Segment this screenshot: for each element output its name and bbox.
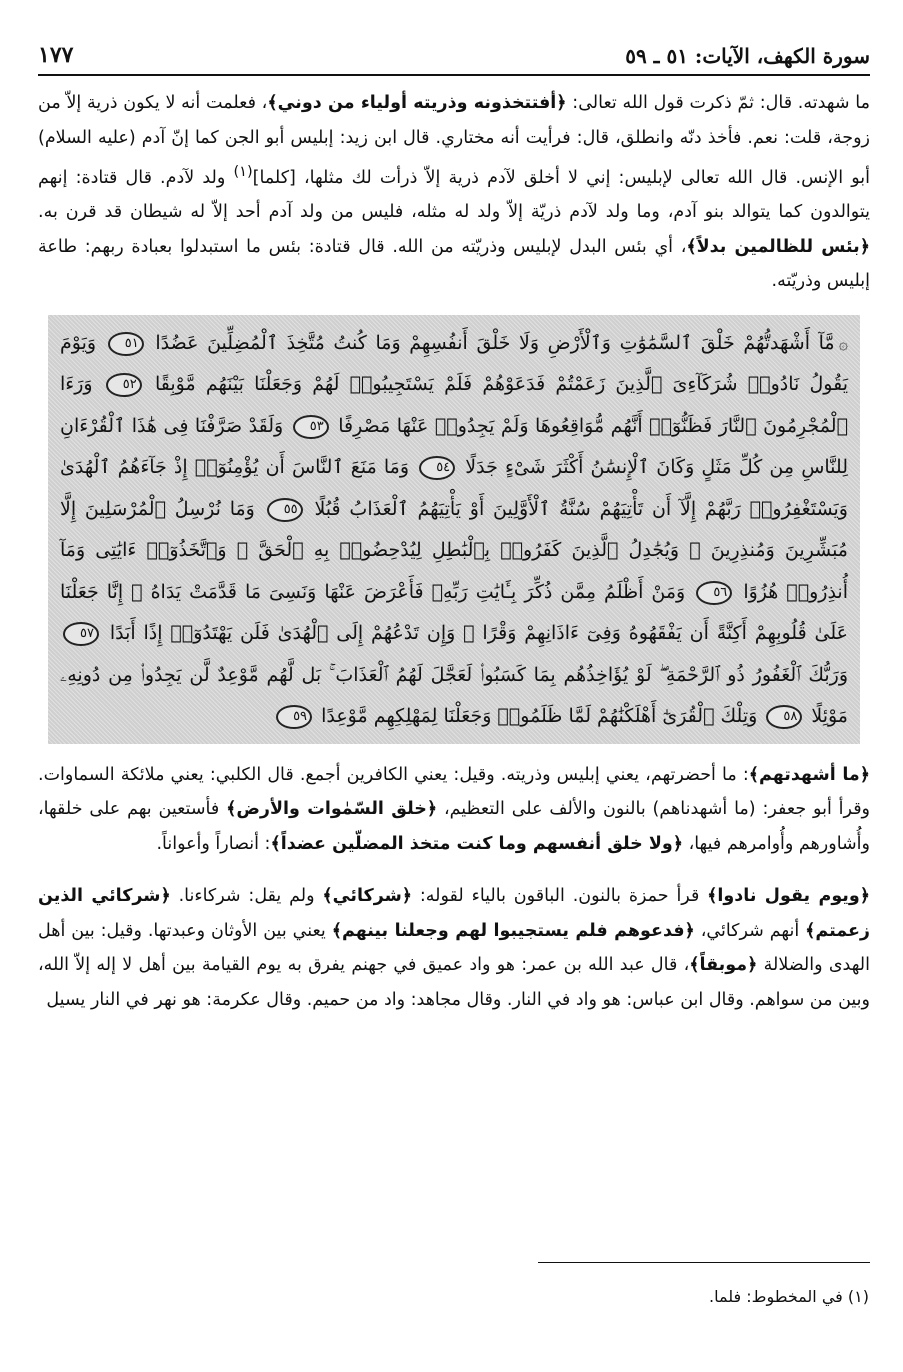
page-number: ١٧٧ (38, 42, 74, 68)
verse-text: وَلَقَدْ صَرَّفْنَا فِى هَٰذَا ٱلْقُرْءَانِ لِلنَّاسِ مِن كُلِّ مَثَلٍ وَكَانَ ٱلْإِنسَٰنُ أَكْثَرَ شَىْءٍ جَدَلًا (60, 414, 848, 479)
verse-text: وَمَا مَنَعَ ٱلنَّاسَ أَن يُؤْمِنُوٓا۟ إِذْ جَآءَهُمُ ٱلْهُدَىٰ وَيَسْتَغْفِرُوا۟ رَبَّهُمْ إِلَّآ أَن تَأْتِيَهُمْ سُنَّةُ ٱلْأَوَّلِينَ أَوْ يَأْتِيَهُمُ ٱلْعَذَابُ قُبُلًا (60, 456, 848, 520)
ayah-number: ٥٢ (106, 373, 142, 397)
quran-verses-box (48, 315, 860, 744)
text-run: ولد لآدم. قال قتادة: إنهم يتوالدون كما يتوالد بنو آدم، وما ولد لآدم ذريّة إلاّ ولد له مثله، فليس من ولد آدم أحد إلاّ له شيطان قد قرن به. (38, 167, 870, 223)
ayah-number: ٥١ (108, 332, 144, 356)
paragraph (38, 86, 870, 299)
footnote-divider (538, 1262, 870, 1263)
quoted-verse: ﴿ويوم يقول نادوا﴾ (707, 886, 870, 907)
footnote-text: في المخطوط: فلما. (709, 1287, 843, 1306)
verse-text: وَرَءَا ٱلْمُجْرِمُونَ ٱلنَّارَ فَظَنُّوٓا۟ أَنَّهُم مُّوَاقِعُوهَا وَلَمْ يَجِدُوا۟ عَنْهَا مَصْرِفًا (60, 373, 848, 437)
quoted-verse: ﴿ولا خلق أنفسهم وما كنت متخذ المضلّين عضداً﴾ (270, 833, 683, 854)
ayah-number: ٥٩ (276, 705, 312, 729)
quoted-verse: ﴿ما أشهدتهم﴾ (748, 764, 870, 785)
surah-title: سورة الكهف، الآيات: ٥١ ـ ٥٩ (625, 44, 870, 68)
text-run: قرأ حمزة بالنون. الباقون بالياء لقوله: (412, 886, 708, 907)
text-run: فأستعين بهم على خلقها، وأُشاورهم وأُوامرهم فيها، (38, 799, 870, 854)
text-run: : أنصاراً وأعواناً. (156, 833, 271, 854)
header-rule (38, 74, 870, 76)
ayah-number: ٥٨ (766, 705, 802, 729)
verse-text: وَرَبُّكَ ٱلْغَفُورُ ذُو ٱلرَّحْمَةِ ۖ لَوْ يُؤَاخِذُهُم بِمَا كَسَبُوا۟ لَعَجَّلَ لَهُمُ ٱلْعَذَابَ ۚ بَل لَّهُم مَّوْعِدٌ لَّن يَجِدُوا۟ مِن دُونِهِۦ مَوْئِلًا (60, 663, 848, 728)
text-run: ، قال عبد الله بن عمر: هو واد عميق في جهنم يفرق به يوم القيامة بين أهل لا إله إلاّ الله، وبين من سواهم. وقال ابن عباس: هو واد في النار. وقال مجاهد: واد من حميم. وقال عكرمة: هو نهر في النار يسيل (38, 955, 870, 1010)
quoted-verse: ﴿شركائي﴾ (322, 886, 413, 907)
footnote-ref: (١) (233, 163, 253, 180)
text-run: ما شهدته. قال: ثمّ ذكرت قول الله تعالى: (566, 93, 870, 113)
verse-text: مَّآ أَشْهَدتُّهُمْ خَلْقَ ٱلسَّمَٰوَٰتِ وَٱلْأَرْضِ وَلَا خَلْقَ أَنفُسِهِمْ وَمَا كُنتُ مُتَّخِذَ ٱلْمُضِلِّينَ عَضُدًا (146, 331, 835, 354)
text-run: أنهم شركائي، (694, 920, 806, 941)
quoted-verse: ﴿موبقاً﴾ (689, 955, 758, 976)
text-run: ولم يقل: شركاءنا. (170, 886, 323, 907)
paragraph (38, 758, 870, 862)
paragraph (38, 879, 870, 1017)
quoted-verse: ﴿بئس للظالمين بدلاً﴾ (686, 236, 871, 257)
ayah-number: ٥٤ (419, 456, 455, 480)
commentary-middle (38, 758, 870, 862)
verse-text: وَتِلْكَ ٱلْقُرَىٰٓ أَهْلَكْنَٰهُمْ لَمَّا ظَلَمُوا۟ وَجَعَلْنَا لِمَهْلِكِهِم مَّوْعِدًا (315, 705, 758, 728)
rub-el-hizb-icon: ۞ (838, 333, 848, 353)
commentary-bottom (38, 879, 870, 1017)
text-run: : ما أحضرتهم، يعني إبليس وذريته. وقيل: يعني الكافرين أجمع. قال الكلبي: يعني ملائكة السماوات. وقرأ أبو جعفر: (ما أشهدناهم) بالنون والألف على التعظيم، (38, 764, 871, 820)
quoted-verse: ﴿أفتتخذونه وذريته أولياء من دوني﴾ (267, 93, 567, 113)
footnote-marker: (١) (847, 1287, 869, 1306)
footnote (709, 1285, 869, 1309)
verse-text: وَمَا نُرْسِلُ ٱلْمُرْسَلِينَ إِلَّا مُبَشِّرِينَ وَمُنذِرِينَ ۚ وَيُجَٰدِلُ ٱلَّذِينَ كَفَرُوا۟ بِٱلْبَٰطِلِ لِيُدْحِضُوا۟ بِهِ ٱلْحَقَّ ۖ وَٱتَّخَذُوٓا۟ ءَايَٰتِى وَمَآ أُنذِرُوا۟ هُزُوًا (60, 497, 848, 603)
text-run: يعني بين الأوثان وعبدتها. وقيل: بين أهل الهدى والضلالة (38, 920, 870, 976)
quoted-verse: ﴿خلق السّمٰوات والأرض﴾ (226, 799, 438, 820)
page (38, 30, 870, 1017)
text-run: ، فعلمت أنه لا يكون ذرية إلاّ من زوجة، قلت: نعم. فأخذ دنّه وانطلق، قال: فرأيت أنه مختاري. قال ابن زيد: إبليس أبو الجن كما إنّ آدم (عليه السلام) أبو الإنس. قال الله تعالى لإبليس: إني لا أخلق لآدم ذرية إلاّ ذرأت لك مثلها، [كلما] (38, 93, 870, 188)
page-header (38, 30, 870, 68)
ayah-number: ٥٣ (293, 415, 329, 439)
ayah-number: ٥٦ (696, 581, 732, 605)
quoted-verse: ﴿فدعوهم فلم يستجيبوا لهم وجعلنا بينهم﴾ (331, 920, 695, 941)
ayah-number: ٥٥ (267, 498, 303, 522)
verses (60, 332, 848, 728)
verse-text: وَيَوْمَ يَقُولُ نَادُوا۟ شُرَكَآءِىَ ٱلَّذِينَ زَعَمْتُمْ فَدَعَوْهُمْ فَلَمْ يَسْتَجِيبُوا۟ لَهُمْ وَجَعَلْنَا بَيْنَهُم مَّوْبِقًا (60, 331, 848, 396)
text-run: ، أي بئس البدل لإبليس وذريّته من الله. قال قتادة: بئس ما استبدلوا بعبادة ربهم: طاعة إبليس وذريّته. (38, 236, 870, 292)
ayah-number: ٥٧ (63, 622, 99, 646)
verse-text: وَمَنْ أَظْلَمُ مِمَّن ذُكِّرَ بِـَٔايَٰتِ رَبِّهِۦ فَأَعْرَضَ عَنْهَا وَنَسِىَ مَا قَدَّمَتْ يَدَاهُ ۚ إِنَّا جَعَلْنَا عَلَىٰ قُلُوبِهِمْ أَكِنَّةً أَن يَفْقَهُوهُ وَفِىٓ ءَاذَانِهِمْ وَقْرًا ۖ وَإِن تَدْعُهُمْ إِلَى ٱلْهُدَىٰ فَلَن يَهْتَدُوٓا۟ إِذًا أَبَدًا (60, 580, 848, 645)
quoted-verse: ﴿شركائي الذين زعمتم﴾ (38, 886, 870, 941)
commentary-top (38, 86, 870, 299)
